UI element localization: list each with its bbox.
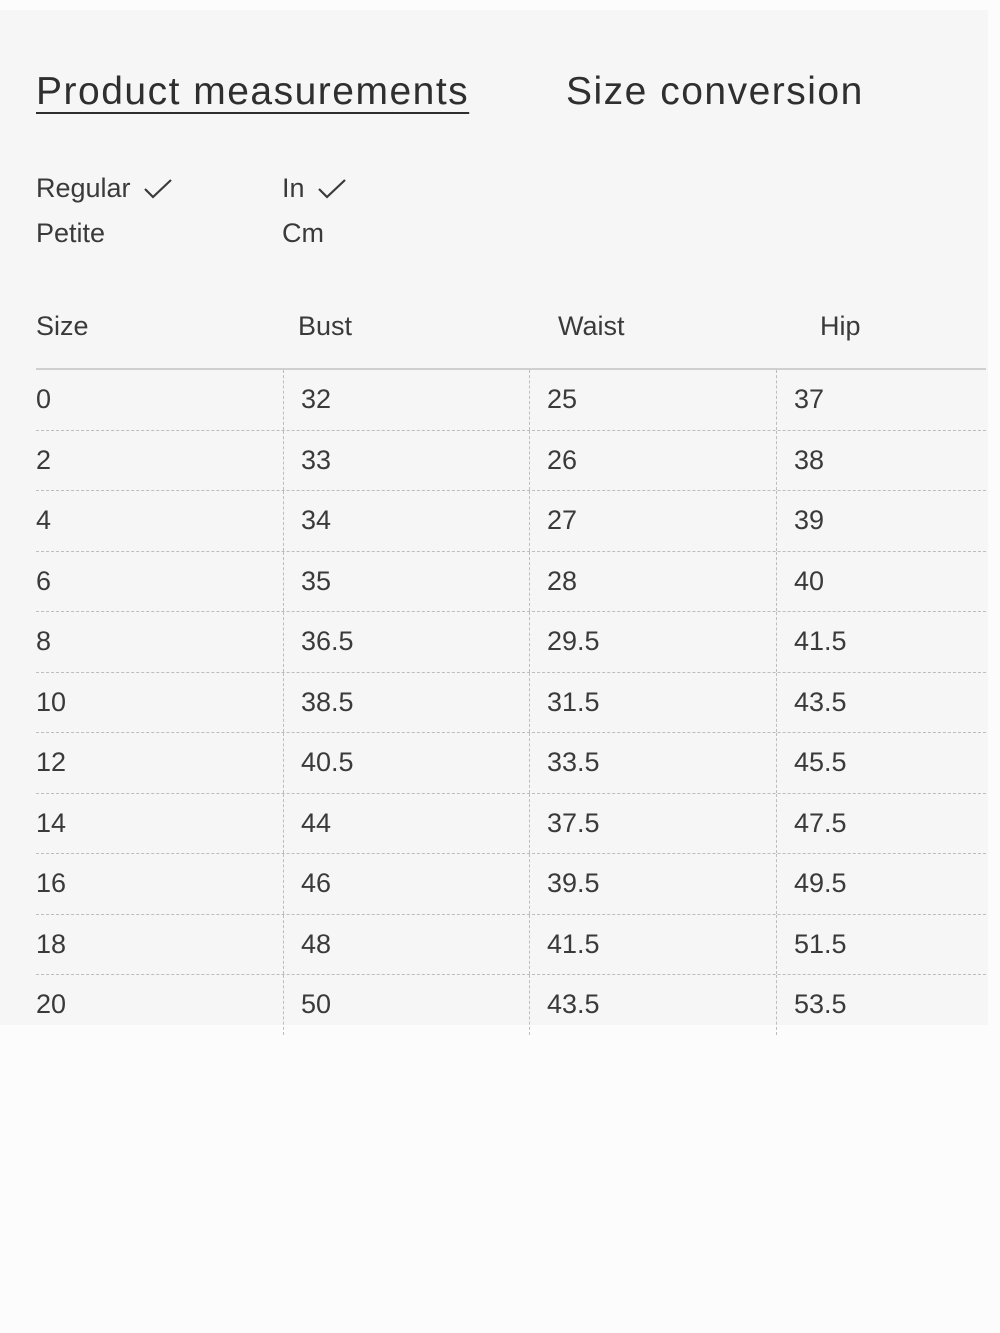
bust-cell: 35 [283,552,529,612]
table-row [36,612,986,673]
table-row [36,370,986,431]
hip-cell: 39 [776,491,986,551]
waist-cell: 37.5 [529,794,776,854]
unit-option-cm[interactable] [282,220,324,247]
bust-cell: 50 [283,975,529,1035]
bust-cell: 48 [283,915,529,975]
unit-option-cm-label: Cm [282,218,324,248]
hip-cell: 41.5 [776,612,986,672]
table-body [36,370,986,1035]
table-row [36,854,986,915]
size-guide-panel [0,10,988,1025]
waist-cell: 29.5 [529,612,776,672]
hip-cell: 51.5 [776,915,986,975]
table-row [36,975,986,1035]
table-row [36,733,986,794]
fit-option-regular-label: Regular [36,173,131,203]
bust-cell: 34 [283,491,529,551]
table-row [36,552,986,613]
bust-cell: 32 [283,370,529,430]
tab-size-conversion[interactable]: Size conversion [566,70,864,113]
bust-cell: 33 [283,431,529,491]
fit-option-petite[interactable] [36,220,105,247]
checkmark-icon [317,177,347,201]
waist-cell: 25 [529,370,776,430]
unit-option-in-label: In [282,173,305,203]
size-cell: 2 [36,444,52,475]
table-row [36,673,986,734]
hip-cell: 53.5 [776,975,986,1035]
bust-cell: 36.5 [283,612,529,672]
table-row [36,431,986,492]
waist-cell: 27 [529,491,776,551]
size-cell: 12 [36,747,67,778]
hip-cell: 49.5 [776,854,986,914]
size-cell: 10 [36,686,67,717]
hip-cell: 43.5 [776,673,986,733]
waist-cell: 43.5 [529,975,776,1035]
fit-option-petite-label: Petite [36,218,106,248]
unit-option-in[interactable] [282,175,347,202]
hip-cell: 38 [776,431,986,491]
fit-option-regular[interactable] [36,175,173,202]
waist-cell: 28 [529,552,776,612]
table-header-row [36,310,986,370]
bust-cell: 44 [283,794,529,854]
size-cell: 20 [36,989,67,1020]
bust-cell: 40.5 [283,733,529,793]
waist-cell: 31.5 [529,673,776,733]
size-cell: 16 [36,868,67,899]
column-header-hip: Hip [820,311,861,341]
size-cell: 8 [36,626,52,657]
size-cell: 0 [36,384,52,415]
size-cell: 4 [36,505,52,536]
column-header-bust: Bust [298,311,353,341]
tab-product-measurements[interactable]: Product measurements [36,70,470,113]
column-header-waist: Waist [558,311,625,341]
checkmark-icon [143,177,173,201]
size-cell: 14 [36,807,67,838]
table-row [36,491,986,552]
size-cell: 6 [36,565,52,596]
waist-cell: 33.5 [529,733,776,793]
size-cell: 18 [36,928,67,959]
waist-cell: 26 [529,431,776,491]
hip-cell: 45.5 [776,733,986,793]
bust-cell: 38.5 [283,673,529,733]
measurements-table [36,310,986,1035]
bust-cell: 46 [283,854,529,914]
column-header-size: Size [36,311,89,341]
table-row [36,915,986,976]
hip-cell: 37 [776,370,986,430]
hip-cell: 40 [776,552,986,612]
waist-cell: 41.5 [529,915,776,975]
table-row [36,794,986,855]
hip-cell: 47.5 [776,794,986,854]
waist-cell: 39.5 [529,854,776,914]
